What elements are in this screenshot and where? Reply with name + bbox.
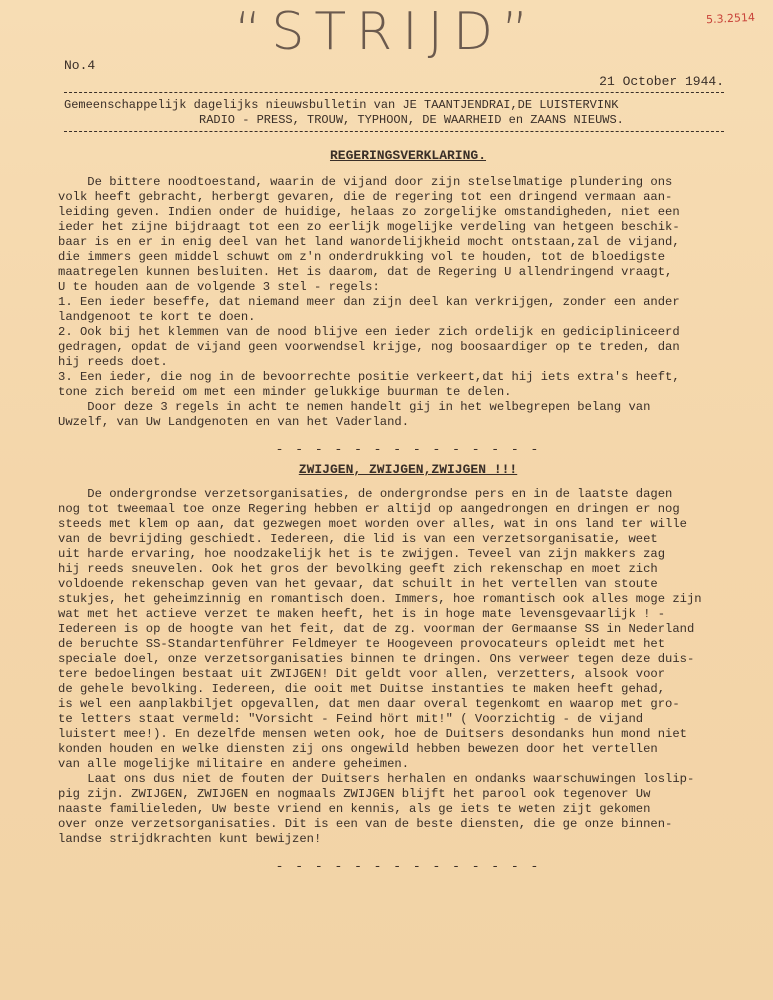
- issue-date: 21 October 1944.: [599, 74, 724, 89]
- section-title: ZWIJGEN, ZWIJGEN,ZWIJGEN !!!: [298, 462, 518, 477]
- header-rule-top: [64, 92, 724, 93]
- section-title: REGERINGSVERKLARING.: [329, 148, 487, 163]
- paragraph: Door deze 3 regels in acht te nemen handelt gij in het welbegrepen belang van Uwzelf, van Uw Landgenoten en van het Vaderland.: [58, 400, 651, 429]
- section-separator: - - - - - - - - - - - - - -: [275, 442, 541, 457]
- paragraph: De ondergrondse verzetsorganisaties, de ondergrondse pers en in de laatste dagen nog tot tweemaal toe onze Regering hebben er altijd op aangedrongen en dringen er nog steeds met klem op aan, dat gezwegen moet worden over alles, wat in ons land ter wille van de bevrijding geschiedt. Iedereen, die lid is van een verzetsorganisatie, weet uit harde ervaring, hoe noodzakelijk het is te zwijgen. Teveel van zijn makkers zag hij reeds sneuvelen. Ook het gros der bevolking geeft zich rekenschap en moet zich voldoende rekenschap geven van het gevaar, dat schuilt in het vertellen van stoute stukjes, het geheimzinnig en romantisch doen. Immers, hoe romantisch ook alles moge zijn wat met het actieve verzet te maken heeft, het is in hoge mate levensgevaarlijk ! - Iedereen is op de hoogte van het feit, dat de zg. voorman der Germaanse SS in Nederland de beruchte SS-Standartenführer Feldmeyer te Hoogeveen provocateurs opleidt met het speciale doel, onze verzetsorganisaties binnen te dringen. Ons verweer tegen deze duis- tere bedoelingen bestaat uit ZWIJGEN! Dit geldt voor allen, verzetters, alsook voor de gehele bevolking. Iedereen, die ooit met Duitse instanties te maken heeft gehad, is wel een aanplakbiljet opgevallen, dat men daar overal tegenkomt en waarop met gro- te letters staat vermeld: "Vorsicht - Feind hört mit!" ( Voorzichtig - de vijand luistert mee!). En dezelfde mensen weten ook, hoe de Duitsers desondanks hun mond niet konden houden en welke diensten zij ons ongewild hebben bewezen door het vertellen van alle mogelijke militaire en andere geheimen.: [58, 487, 702, 771]
- paragraph: De bittere noodtoestand, waarin de vijand door zijn stelselmatige plundering ons volk heeft gebracht, herbergt gevaren, die de regering tot een dringend vermaan aan- leiding geven. Indien onder de huidige, helaas zo zorgelijke omstandigheden, niet een ieder het zijne bijdraagt tot een zo eerlijk mogelijke verdeling van hetgeen beschik- baar is en er in enig deel van het land wanordelijkheid mocht ontstaan,zal de vijand, die immers geen middel schuwt om z'n onderdrukking vol te houden, tot de bloedigste maatregelen kunnen besluiten. Het is daarom, dat de Regering U allendringend vraagt, U te houden aan de volgende 3 stel - regels:: [58, 175, 680, 294]
- paragraph: 2. Ook bij het klemmen van de nood blijve een ieder zich ordelijk en gedicipliniceerd gedragen, opdat de vijand geen voorwendsel krijge, nog boosaardiger op te treden, dan hij reeds doet.: [58, 325, 680, 369]
- subtitle-line-2: RADIO - PRESS, TROUW, TYPHOON, DE WAARHEID en ZAANS NIEUWS.: [199, 113, 624, 127]
- subtitle-line-1: Gemeenschappelijk dagelijks nieuwsbulletin van JE TAANTJENDRAI,DE LUISTERVINK: [64, 98, 619, 112]
- header-rule-bottom: [64, 131, 724, 132]
- paragraph: 1. Een ieder beseffe, dat niemand meer dan zijn deel kan verkrijgen, zonder een ander landgenoot te kort te doen.: [58, 295, 680, 324]
- issue-number: No.4: [64, 58, 96, 73]
- section-silence: [58, 462, 758, 874]
- masthead-title: “STRIJD”: [234, 2, 539, 62]
- archive-number: 5.3.2514: [705, 10, 756, 27]
- bulletin-subtitle: [64, 98, 764, 128]
- paragraph: 3. Een ieder, die nog in de bevoorrechte positie verkeert,dat hij iets extra's heeft, tone zich bereid om met een minder gelukkige buurman te delen.: [58, 370, 680, 399]
- paragraph: Laat ons dus niet de fouten der Duitsers herhalen en ondanks waarschuwingen loslip- pig zijn. ZWIJGEN, ZWIJGEN en nogmaals ZWIJGEN blijft het parool ook tegenover Uw naaste familieleden, Uw beste vriend en kennis, als ge iets te weten zijt gekomen over onze verzetsorganisaties. Dit is een van de beste diensten, die ge onze binnen- landse strijdkrachten kunt bewijzen!: [58, 772, 695, 846]
- section-government-statement: [58, 148, 758, 457]
- section-separator: - - - - - - - - - - - - - -: [275, 859, 541, 874]
